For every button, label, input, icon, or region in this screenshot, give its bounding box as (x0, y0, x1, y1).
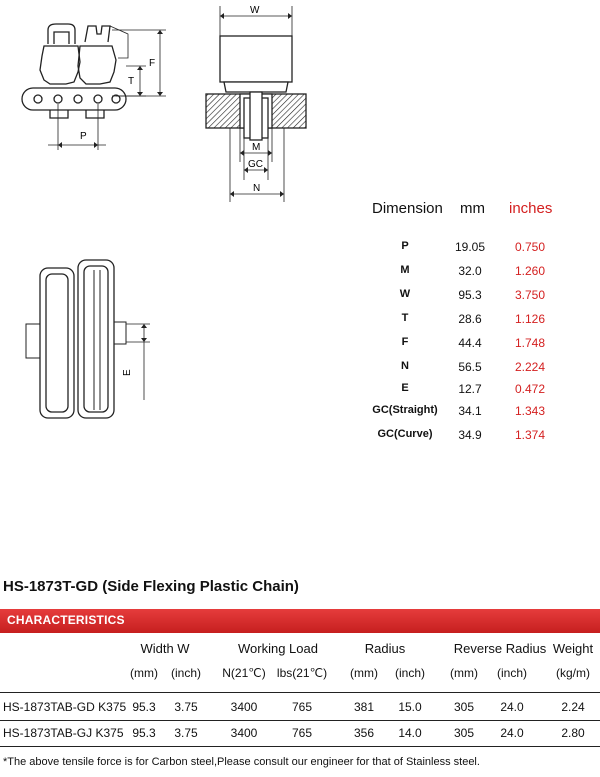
row-width-inch: 3.75 (174, 726, 198, 740)
dimension-inches: 0.750 (514, 240, 546, 254)
dimension-inches: 1.374 (514, 428, 546, 442)
row-load-lbs: 765 (291, 700, 313, 714)
dimension-inches: 1.126 (514, 312, 546, 326)
dimension-key: M (400, 264, 410, 276)
dimension-key: W (399, 288, 411, 300)
footnote: *The above tensile force is for Carbon steel,Please consult our engineer for that of Stainless steel. (3, 756, 480, 768)
dimension-mm: 44.4 (458, 336, 482, 350)
subheader-rev-mm: (mm) (450, 666, 478, 680)
characteristics-label: CHARACTERISTICS (7, 613, 125, 627)
chain-top-view-drawing (10, 250, 160, 430)
subheader-width-mm: (mm) (130, 666, 158, 680)
dimension-inches: 1.748 (514, 336, 546, 350)
row-model: HS-1873TAB-GJ K375 (3, 726, 124, 740)
subheader-radius-inch: (inch) (394, 666, 425, 680)
dimension-mm: 19.05 (454, 240, 486, 254)
dim-label-f: F (149, 58, 156, 69)
col-header-width: Width W (140, 641, 190, 656)
row-weight: 2.24 (561, 700, 585, 714)
inches-header: inches (509, 200, 553, 217)
dimension-mm: 28.6 (458, 312, 482, 326)
dimension-mm: 34.9 (458, 428, 482, 442)
dimension-mm: 32.0 (458, 264, 482, 278)
dim-label-p: P (80, 131, 87, 142)
dimension-row (360, 264, 560, 284)
row-load-n: 3400 (230, 700, 258, 714)
row-radius-inch: 14.0 (398, 726, 422, 740)
characteristics-bar (0, 609, 600, 633)
dimension-mm: 95.3 (458, 288, 482, 302)
row-width-mm: 95.3 (132, 726, 156, 740)
dim-label-m: M (252, 142, 261, 153)
row-radius-inch: 15.0 (398, 700, 422, 714)
subheader-weight-unit: (kg/m) (556, 666, 590, 680)
row-width-mm: 95.3 (132, 700, 156, 714)
dimension-mm: 56.5 (458, 360, 482, 374)
dimension-inches: 0.472 (514, 382, 546, 396)
dimension-key: T (401, 312, 409, 324)
dimension-inches: 1.343 (514, 404, 546, 418)
dim-label-gc: GC (248, 159, 263, 170)
subheader-radius-mm: (mm) (350, 666, 378, 680)
dimension-row (360, 404, 560, 424)
dimension-inches: 3.750 (514, 288, 546, 302)
dimension-inches: 2.224 (514, 360, 546, 374)
dimension-row (360, 312, 560, 332)
dimension-key: GC(Straight) (372, 404, 438, 416)
col-header-working-load: Working Load (238, 641, 318, 656)
dimension-key: P (401, 240, 409, 252)
dimension-key: GC(Curve) (377, 428, 433, 440)
row-width-inch: 3.75 (174, 700, 198, 714)
subheader-load-n: N(21℃) (222, 666, 266, 680)
col-header-radius: Radius (364, 641, 406, 656)
col-header-reverse-radius: Reverse Radius (453, 641, 547, 656)
dimension-key: E (401, 382, 409, 394)
dim-label-n: N (253, 183, 261, 194)
row-radius-mm: 356 (353, 726, 375, 740)
dimension-row (360, 240, 560, 260)
table-divider-bottom (0, 746, 600, 747)
subheader-load-lbs: lbs(21℃) (276, 666, 328, 680)
row-rev-mm: 305 (453, 726, 475, 740)
row-rev-inch: 24.0 (500, 726, 524, 740)
mm-header: mm (460, 200, 485, 217)
row-weight: 2.80 (561, 726, 585, 740)
dim-label-t: T (128, 76, 135, 87)
dimension-header: Dimension (372, 200, 443, 217)
table-divider-mid (0, 720, 600, 721)
table-divider-top (0, 692, 600, 693)
dimension-row (360, 428, 560, 448)
row-load-lbs: 765 (291, 726, 313, 740)
subheader-width-inch: (inch) (170, 666, 201, 680)
dimension-row (360, 288, 560, 308)
col-header-weight: Weight (552, 641, 594, 656)
dimension-inches: 1.260 (514, 264, 546, 278)
chain-side-view-drawing (0, 0, 180, 160)
row-radius-mm: 381 (353, 700, 375, 714)
dimension-row (360, 360, 560, 380)
dimension-row (360, 382, 560, 402)
dimension-key: F (401, 336, 409, 348)
dimension-mm: 34.1 (458, 404, 482, 418)
row-rev-mm: 305 (453, 700, 475, 714)
subheader-rev-inch: (inch) (496, 666, 527, 680)
chain-section-view-drawing (200, 0, 320, 210)
dim-label-e: E (122, 369, 133, 376)
dimension-row (360, 336, 560, 356)
row-load-n: 3400 (230, 726, 258, 740)
product-title: HS-1873T-GD (Side Flexing Plastic Chain) (3, 578, 299, 595)
row-rev-inch: 24.0 (500, 700, 524, 714)
row-model: HS-1873TAB-GD K375 (3, 700, 127, 714)
dim-label-w: W (250, 5, 260, 16)
dimension-key: N (401, 360, 409, 372)
dimension-mm: 12.7 (458, 382, 482, 396)
